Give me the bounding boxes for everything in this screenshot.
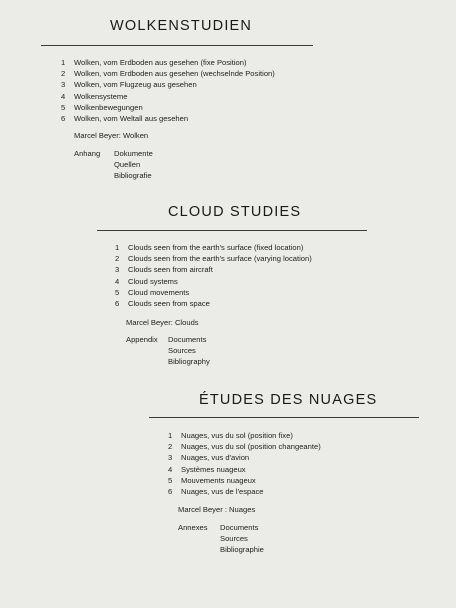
appendix-item: Sources: [220, 534, 248, 544]
appendix-item: Quellen: [114, 160, 141, 170]
author-line: Marcel Beyer : Nuages: [178, 505, 256, 514]
toc-item: 1 Clouds seen from the earth's surface (fixed location): [115, 243, 304, 252]
toc-item: 6 Nuages, vus de l'espace: [168, 487, 264, 497]
author-line: Marcel Beyer: Clouds: [126, 318, 199, 327]
appendix-label: Anhang: [74, 149, 101, 158]
toc-item: 4 Cloud systems: [115, 276, 178, 286]
toc-item: 6 Clouds seen from space: [115, 299, 210, 309]
appendix-item: Documents: [220, 523, 259, 532]
appendix-block: [178, 522, 264, 556]
toc-item: 4 Wolkensysteme: [61, 91, 128, 101]
appendix-item: Dokumente: [114, 149, 153, 158]
appendix-item: Bibliographie: [220, 545, 264, 555]
section-title: ÉTUDES DES NUAGES: [199, 392, 378, 408]
toc-item: 3 Nuages, vus d'avion: [168, 453, 250, 463]
toc-list: [168, 430, 321, 497]
toc-item: 2 Clouds seen from the earth's surface (varying location): [115, 254, 312, 264]
section-title: CLOUD STUDIES: [168, 204, 302, 220]
toc-item: 4 Systèmes nuageux: [168, 464, 246, 474]
toc-item: 2 Nuages, vus du sol (position changeante): [168, 442, 321, 452]
title-rule: [149, 417, 419, 418]
toc-item: 3 Clouds seen from aircraft: [115, 265, 213, 275]
toc-item: 6 Wolken, vom Weltall aus gesehen: [61, 114, 189, 124]
toc-item: 1 Wolken, vom Erdboden aus gesehen (fixe Position): [61, 58, 247, 67]
appendix-item: Documents: [168, 335, 207, 344]
toc-item: 5 Cloud movements: [115, 287, 190, 297]
appendix-label: Appendix: [126, 335, 158, 344]
toc-item: 5 Wolkenbewegungen: [61, 102, 143, 112]
appendix-item: Bibliografie: [114, 171, 152, 181]
appendix-label: Annexes: [178, 523, 208, 532]
toc-item: 2 Wolken, vom Erdboden aus gesehen (wechselnde Position): [61, 69, 275, 79]
author-line: Marcel Beyer: Wolken: [74, 131, 149, 140]
toc-item: 5 Mouvements nuageux: [168, 475, 256, 485]
toc-item: 1 Nuages, vus du sol (position fixe): [168, 431, 293, 440]
section-title: WOLKENSTUDIEN: [110, 18, 253, 34]
toc-item: 3 Wolken, vom Flugzeug aus gesehen: [61, 80, 197, 90]
appendix-item: Bibliography: [168, 357, 210, 367]
appendix-item: Sources: [168, 346, 196, 356]
